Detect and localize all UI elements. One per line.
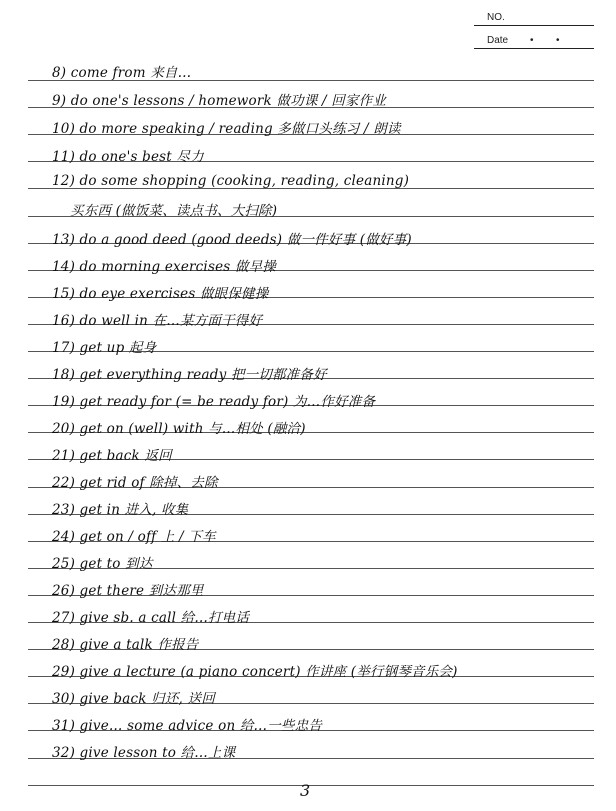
- list-item: 20) get on (well) with 与…相处 (融洽): [52, 421, 306, 437]
- date-label: Date: [487, 35, 509, 46]
- list-item: 30) give back 归还, 送回: [52, 691, 215, 707]
- list-item: 13) do a good deed (good deeds) 做一件好事 (做好事): [52, 232, 412, 248]
- list-item: 17) get up 起身: [52, 340, 157, 356]
- date-separator: •: [530, 35, 534, 46]
- list-item-continuation: 买东西 (做饭菜、读点书、大扫除): [70, 203, 278, 219]
- date-separator: •: [556, 35, 560, 46]
- list-item: 18) get everything ready 把一切都准备好: [52, 367, 327, 383]
- list-item: 24) get on / off 上 / 下车: [52, 529, 216, 545]
- list-item: 29) give a lecture (a piano concert) 作讲座 (举行钢琴音乐会): [52, 664, 458, 680]
- date-underline: [474, 48, 594, 49]
- list-item: 22) get rid of 除掉、去除: [52, 475, 218, 491]
- list-item: 9) do one's lessons / homework 做功课 / 回家作业: [52, 93, 387, 109]
- list-item: 32) give lesson to 给…上课: [52, 745, 236, 761]
- page-number: 3: [300, 781, 311, 800]
- list-item: 25) get to 到达: [52, 556, 153, 572]
- list-item: 28) give a talk 作报告: [52, 637, 199, 653]
- list-item: 27) give sb. a call 给…打电话: [52, 610, 250, 626]
- list-item: 8) come from 来自…: [52, 65, 192, 81]
- list-item: 21) get back 返回: [52, 448, 172, 464]
- no-label: NO.: [487, 12, 505, 23]
- list-item: 26) get there 到达那里: [52, 583, 204, 599]
- list-item: 15) do eye exercises 做眼保健操: [52, 286, 269, 302]
- list-item: 10) do more speaking / reading 多做口头练习 / 朗读: [52, 121, 401, 137]
- ruled-line: [28, 785, 594, 786]
- list-item: 31) give… some advice on 给…一些忠告: [52, 718, 323, 734]
- list-item: 14) do morning exercises 做早操: [52, 259, 276, 275]
- list-item: 19) get ready for (= be ready for) 为…作好准备: [52, 394, 376, 410]
- list-item: 11) do one's best 尽力: [52, 149, 204, 165]
- list-item: 23) get in 进入, 收集: [52, 502, 189, 518]
- list-item: 12) do some shopping (cooking, reading, cleaning): [52, 173, 410, 189]
- list-item: 16) do well in 在…某方面干得好: [52, 313, 263, 329]
- no-underline: [474, 25, 594, 26]
